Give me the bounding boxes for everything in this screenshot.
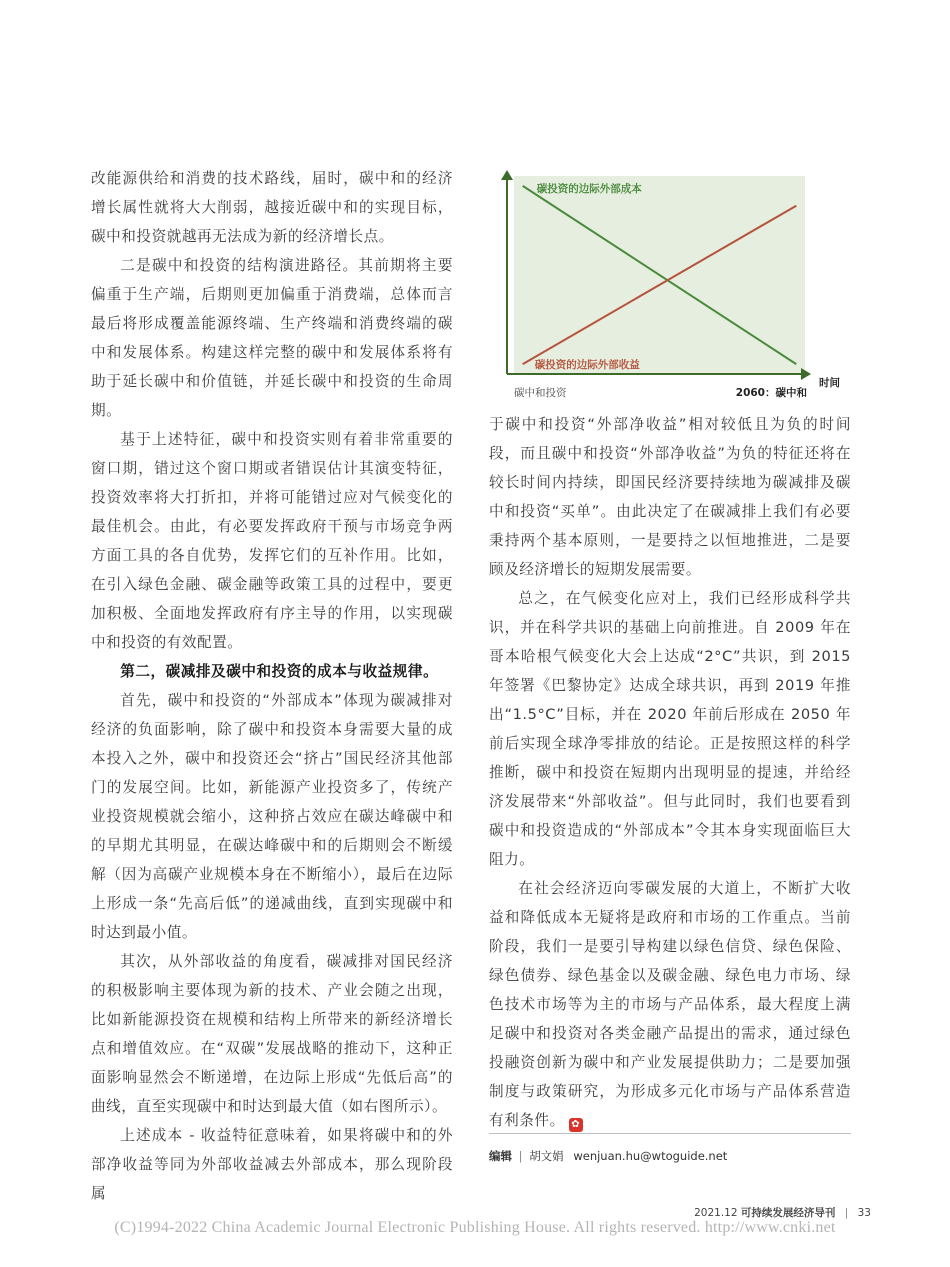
paragraph-text: 在社会经济迈向零碳发展的大道上，不断扩大收益和降低成本无疑将是政府和市场的工作重点。当前阶段，我们一是要引导构建以绿色信贷、绿色保险、绿色债券、绿色基金以及碳金融、绿色电力市场、绿色技术市场等为主的市场与产品体系，最大程度上满足碳中和投资对各类金融产品提出的需求，通过绿色投融资创新为碳中和产业发展提供助力；二是要加强制度与政策研究，为形成多元化市场与产品体系营造有利条件。 xyxy=(489,880,851,1129)
editor-separator: | xyxy=(518,1149,523,1163)
paragraph xyxy=(91,947,453,1121)
paragraph-text: 总之，在气候变化应对上，我们已经形成科学共识，并在科学共识的基础上向前推进。自 2009 年在哥本哈根气候变化大会上达成“2°C”共识，到 2015 年签署《巴黎协定》达成全球共识，再到 2019 年推出“1.5°C”目标，并在 2020 年前后形成在 2050 年前后实现全球净零排放的结论。正是按照这样的科学推断，碳中和投资在短期内出现明显的提速，并给经济发展带来“外部收益”。但与此同时，我们也要看到碳中和投资造成的“外部成本”令其本身实现面临巨大阻力。 xyxy=(489,590,851,868)
copyright-notice: (C)1994-2022 China Academic Journal Electronic Publishing House. All rights reserved. http://www.cnki.net xyxy=(114,1219,836,1236)
editor-label: 编辑 xyxy=(489,1149,512,1163)
paragraph-text: 首先，碳中和投资的“外部成本”体现为碳减排对经济的负面影响，除了碳中和投资本身需要大量的成本投入之外，碳中和投资还会“挤占”国民经济其他部门的发展空间。比如，新能源产业投资多了，传统产业投资规模就会缩小，这种挤占效应在碳达峰碳中和的早期尤其明显，在碳达峰碳中和的后期则会不断缓解（因为高碳产业规模本身在不断缩小），最后在边际上形成一条“先高后低”的递减曲线，直到实现碳中和时达到最小值。 xyxy=(91,692,453,941)
page-number: 33 xyxy=(857,1207,871,1219)
right-text-column xyxy=(489,410,851,1135)
paragraph xyxy=(489,410,851,584)
paragraph-text: 于碳中和投资“外部净收益”相对较低且为负的时间段，而且碳中和投资“外部净收益”为负的特征还将在较长时间内持续，即国民经济要持续地为碳减排及碳中和投资“买单”。由此决定了在碳减排上我们有必要秉持两个基本原则，一是要持之以恒地推进，二是要顾及经济增长的短期发展需要。 xyxy=(489,416,851,578)
paragraph xyxy=(489,874,851,1135)
left-text-column xyxy=(91,164,453,1208)
paragraph xyxy=(91,164,453,251)
issue-date: 2021.12 xyxy=(694,1207,738,1219)
cost-benefit-chart xyxy=(489,160,851,406)
paragraph-text: 第二，碳减排及碳中和投资的成本与收益规律。 xyxy=(120,663,439,680)
paragraph xyxy=(91,1121,453,1208)
x-axis-title: 时间 xyxy=(819,377,840,389)
paragraph-text: 上述成本 - 收益特征意味着，如果将碳中和的外部净收益等同为外部收益减去外部成本，那么现阶段属 xyxy=(91,1127,453,1202)
editor-divider xyxy=(489,1133,851,1134)
end-mark-icon: ✿ xyxy=(569,1118,583,1132)
paragraph xyxy=(91,686,453,947)
editor-name: 胡文娟 xyxy=(529,1149,564,1163)
x-start-label: 碳中和投资 xyxy=(514,387,567,399)
paragraph xyxy=(91,657,453,686)
editor-email[interactable]: wenjuan.hu@wtoguide.net xyxy=(573,1149,728,1163)
paragraph xyxy=(91,425,453,657)
series-label-0: 碳投资的边际外部成本 xyxy=(536,182,642,195)
journal-title: 可持续发展经济导刊 xyxy=(740,1207,836,1219)
paragraph-text: 二是碳中和投资的结构演进路径。其前期将主要偏重于生产端，后期则更加偏重于消费端，总体而言最后将形成覆盖能源终端、生产终端和消费终端的碳中和发展体系。构建这样完整的碳中和发展体系将有助于延长碳中和价值链，并延长碳中和投资的生命周期。 xyxy=(91,257,453,419)
paragraph-text: 改能源供给和消费的技术路线，届时，碳中和的经济增长属性就将大大削弱，越接近碳中和的实现目标，碳中和投资就越再无法成为新的经济增长点。 xyxy=(91,170,453,245)
footer-separator: | xyxy=(844,1207,849,1219)
paragraph xyxy=(91,251,453,425)
y-axis-arrow xyxy=(501,170,513,180)
series-label-1: 碳投资的边际外部收益 xyxy=(534,359,640,372)
x-end-label: 2060：碳中和 xyxy=(735,387,807,399)
paragraph xyxy=(489,584,851,874)
paragraph-text: 基于上述特征，碳中和投资实则有着非常重要的窗口期，错过这个窗口期或者错误估计其演变特征，投资效率将大打折扣，并将可能错过应对气候变化的最佳机会。由此，有必要发挥政府干预与市场竞争两方面工具的各自优势，发挥它们的互补作用。比如，在引入绿色金融、碳金融等政策工具的过程中，要更加积极、全面地发挥政府有序主导的作用，以实现碳中和投资的有效配置。 xyxy=(91,431,453,651)
editor-credit xyxy=(489,1148,727,1164)
x-axis-arrow xyxy=(801,368,811,380)
paragraph-text: 其次，从外部收益的角度看，碳减排对国民经济的积极影响主要体现为新的技术、产业会随之出现，比如新能源投资在规模和结构上所带来的新经济增长点和增值效应。在“双碳”发展战略的推动下，这种正面影响显然会不断递增，在边际上形成“先低后高”的曲线，直至实现碳中和时达到最大值（如右图所示）。 xyxy=(91,953,453,1115)
page-footer xyxy=(694,1205,871,1220)
